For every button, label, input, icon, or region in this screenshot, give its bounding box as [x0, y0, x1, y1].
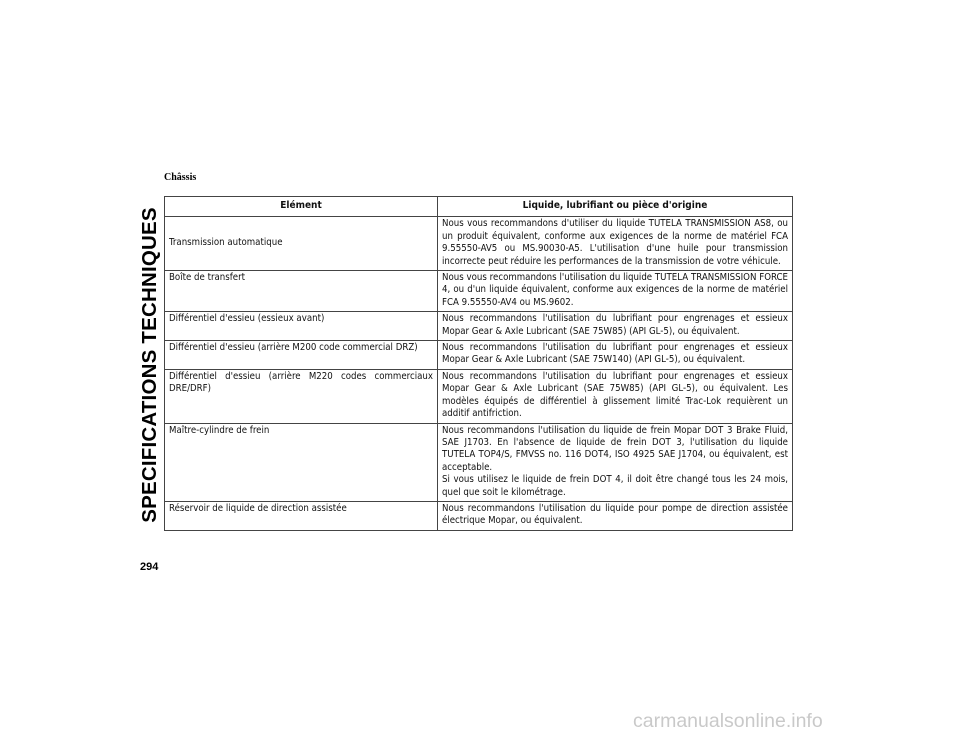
- table-row: [165, 217, 793, 271]
- column-header-element: Elément: [165, 197, 438, 217]
- element-cell: Maître-cylindre de frein: [165, 423, 438, 501]
- fluid-cell: Nous recommandons l'utilisation du lubrifiant pour engrenages et essieux Mopar Gear & Axle Lubricant (SAE 75W85) (API GL-5), ou équivalent.: [438, 312, 793, 341]
- fluid-cell: Nous recommandons l'utilisation du liquide pour pompe de direction assistée électrique Mopar, ou équivalent.: [438, 501, 793, 530]
- fluid-cell: Nous vous recommandons l'utilisation du liquide TUTELA TRANSMISSION FORCE 4, ou d'un liquide équivalent, conforme aux exigences de la norme de matériel FCA 9.55550-AV4 ou MS.9602.: [438, 271, 793, 312]
- watermark: carmanualsonline.info: [633, 710, 823, 732]
- fluid-cell: Nous recommandons l'utilisation du lubrifiant pour engrenages et essieux Mopar Gear & Axle Lubricant (SAE 75W85) (API GL-5), ou équivalent. Les modèles équipés de différentiel à glissement limité Trac-Lok requièrent un additif antifriction.: [438, 369, 793, 423]
- column-header-fluid: Liquide, lubrifiant ou pièce d'origine: [438, 197, 793, 217]
- element-cell: Boîte de transfert: [165, 271, 438, 312]
- table-row: [165, 271, 793, 312]
- side-section-title: [136, 172, 164, 558]
- fluid-text: Nous recommandons l'utilisation du liquide de frein Mopar DOT 3 Brake Fluid, SAE J1703. En l'absence de liquide de frein DOT 3, l'utilisation du liquide TUTELA TOP4/S, FMVSS no. 116 DOT4, ISO 4925 SAE J1704, ou équivalent, est acceptable.: [442, 424, 788, 473]
- element-cell: Transmission automatique: [165, 217, 438, 271]
- element-cell: Différentiel d'essieu (essieux avant): [165, 312, 438, 341]
- specifications-table: [164, 196, 793, 531]
- side-section-title-text: SPECIFICATIONS TECHNIQUES: [138, 207, 162, 523]
- table-row: [165, 341, 793, 370]
- fluid-note: Si vous utilisez le liquide de frein DOT 4, il doit être changé tous les 24 mois, quel que soit le kilométrage.: [442, 474, 788, 498]
- table-header-row: [165, 197, 793, 217]
- fluid-cell: Nous vous recommandons d'utiliser du liquide TUTELA TRANSMISSION AS8, ou un produit équivalent, conforme aux exigences de la norme de matériel FCA 9.55550-AV5 ou MS.90030-A5. L'utilisation d'une huile pour transmission incorrecte peut réduire les performances de la transmission de votre véhicule.: [438, 217, 793, 271]
- table-row: [165, 312, 793, 341]
- table-row: [165, 423, 793, 501]
- table-row: [165, 369, 793, 423]
- section-title: Châssis: [164, 172, 197, 183]
- page-number: 294: [140, 561, 159, 573]
- table-row: [165, 501, 793, 530]
- element-cell: Différentiel d'essieu (arrière M200 code commercial DRZ): [165, 341, 438, 370]
- element-cell: Réservoir de liquide de direction assistée: [165, 501, 438, 530]
- fluid-cell: Nous recommandons l'utilisation du lubrifiant pour engrenages et essieux Mopar Gear & Axle Lubricant (SAE 75W140) (API GL-5), ou équivalent.: [438, 341, 793, 370]
- fluid-cell: [438, 423, 793, 501]
- element-cell: Différentiel d'essieu (arrière M220 codes commerciaux DRE/DRF): [165, 369, 438, 423]
